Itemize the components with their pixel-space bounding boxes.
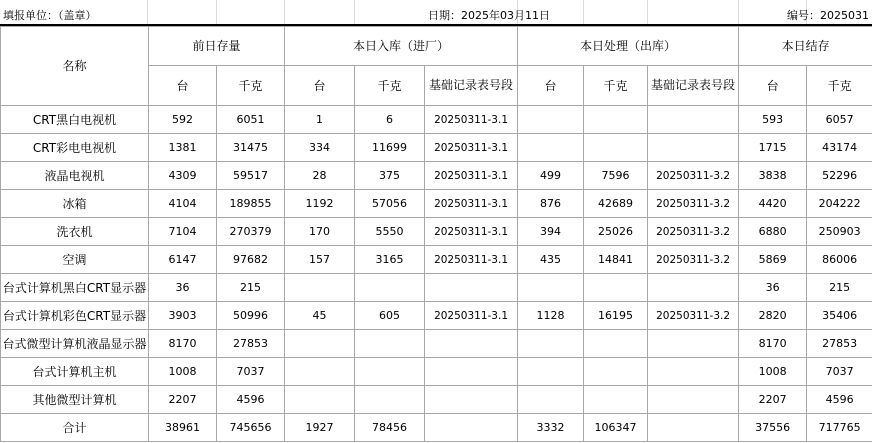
processed-kg-cell: 14841 [584, 246, 648, 274]
grid-line [216, 0, 217, 26]
processed-units-cell [518, 134, 584, 162]
column-header-kg: 千克 [217, 66, 285, 106]
inbound-units-cell: 28 [285, 162, 355, 190]
row-name-cell: 台式计算机彩色CRT显示器 [1, 302, 149, 330]
column-group-prev-stock: 前日存量 [149, 27, 285, 66]
closing-kg-cell: 27853 [807, 330, 872, 358]
inbound-record-cell: 20250311-3.1 [425, 218, 518, 246]
table-row [1, 190, 872, 218]
processed-kg-cell [584, 134, 648, 162]
grid-line [738, 0, 739, 26]
table-row [1, 386, 872, 414]
processed-record-cell [648, 134, 739, 162]
processed-record-cell [648, 358, 739, 386]
closing-kg-cell: 6057 [807, 106, 872, 134]
column-header-kg: 千克 [584, 66, 648, 106]
grid-line [147, 0, 148, 26]
inbound-kg-cell: 78456 [355, 414, 425, 442]
processed-kg-cell [584, 106, 648, 134]
closing-units-cell: 1008 [739, 358, 807, 386]
table-row [1, 358, 872, 386]
inbound-record-cell [425, 358, 518, 386]
processed-record-cell: 20250311-3.2 [648, 302, 739, 330]
prev-kg-cell: 189855 [217, 190, 285, 218]
table-row [1, 106, 872, 134]
processed-units-cell: 1128 [518, 302, 584, 330]
inbound-units-cell: 45 [285, 302, 355, 330]
grid-line [647, 0, 648, 26]
inbound-record-cell: 20250311-3.1 [425, 190, 518, 218]
inbound-record-cell [425, 274, 518, 302]
grid-line [284, 0, 285, 26]
prev-kg-cell: 27853 [217, 330, 285, 358]
column-header-kg: 千克 [355, 66, 425, 106]
inbound-units-cell: 334 [285, 134, 355, 162]
closing-units-cell: 36 [739, 274, 807, 302]
column-header-units: 台 [285, 66, 355, 106]
inbound-kg-cell: 57056 [355, 190, 425, 218]
table-row [1, 218, 872, 246]
prev-kg-cell: 31475 [217, 134, 285, 162]
processed-record-cell: 20250311-3.2 [648, 162, 739, 190]
closing-units-cell: 3838 [739, 162, 807, 190]
row-name-cell: 液晶电视机 [1, 162, 149, 190]
processed-units-cell: 435 [518, 246, 584, 274]
total-row [1, 414, 872, 442]
closing-units-cell: 6880 [739, 218, 807, 246]
prev-kg-cell: 50996 [217, 302, 285, 330]
inbound-record-cell: 20250311-3.1 [425, 134, 518, 162]
table-row [1, 246, 872, 274]
inbound-record-cell: 20250311-3.1 [425, 162, 518, 190]
closing-kg-cell: 7037 [807, 358, 872, 386]
closing-kg-cell: 250903 [807, 218, 872, 246]
column-header-record-range: 基础记录表号段 [425, 66, 518, 106]
prev-units-cell: 592 [149, 106, 217, 134]
inbound-kg-cell: 11699 [355, 134, 425, 162]
report-number: 编号：2025031 [787, 9, 869, 22]
processed-units-cell [518, 358, 584, 386]
grid-line [354, 0, 355, 26]
inbound-units-cell [285, 330, 355, 358]
table-row [1, 330, 872, 358]
inbound-units-cell: 170 [285, 218, 355, 246]
processed-kg-cell [584, 274, 648, 302]
closing-units-cell: 2207 [739, 386, 807, 414]
closing-units-cell: 4420 [739, 190, 807, 218]
prev-kg-cell: 6051 [217, 106, 285, 134]
processed-units-cell [518, 386, 584, 414]
processed-kg-cell: 25026 [584, 218, 648, 246]
report-header [0, 0, 872, 26]
column-header-units: 台 [739, 66, 807, 106]
processed-record-cell [648, 274, 739, 302]
inbound-record-cell [425, 386, 518, 414]
closing-kg-cell: 43174 [807, 134, 872, 162]
prev-units-cell: 7104 [149, 218, 217, 246]
row-name-cell: 台式计算机主机 [1, 358, 149, 386]
header-row-groups [1, 27, 872, 66]
inbound-units-cell [285, 274, 355, 302]
row-name-cell: 冰箱 [1, 190, 149, 218]
processed-units-cell: 394 [518, 218, 584, 246]
inbound-units-cell [285, 386, 355, 414]
inbound-kg-cell: 375 [355, 162, 425, 190]
prev-kg-cell: 59517 [217, 162, 285, 190]
inbound-kg-cell [355, 386, 425, 414]
closing-units-cell: 2820 [739, 302, 807, 330]
inbound-kg-cell [355, 358, 425, 386]
inbound-units-cell [285, 358, 355, 386]
column-group-processed: 本日处理（出库） [518, 27, 739, 66]
inbound-record-cell [425, 414, 518, 442]
processed-units-cell: 876 [518, 190, 584, 218]
closing-units-cell: 37556 [739, 414, 807, 442]
closing-units-cell: 5869 [739, 246, 807, 274]
table-row [1, 274, 872, 302]
column-header-name: 名称 [1, 27, 149, 106]
column-header-kg: 千克 [807, 66, 872, 106]
grid-line [583, 0, 584, 26]
table-row [1, 302, 872, 330]
processed-units-cell [518, 330, 584, 358]
inbound-record-cell: 20250311-3.1 [425, 106, 518, 134]
inbound-record-cell: 20250311-3.1 [425, 302, 518, 330]
processed-kg-cell: 42689 [584, 190, 648, 218]
processed-record-cell [648, 386, 739, 414]
inbound-units-cell: 157 [285, 246, 355, 274]
row-name-cell: 其他微型计算机 [1, 386, 149, 414]
closing-units-cell: 593 [739, 106, 807, 134]
prev-kg-cell: 215 [217, 274, 285, 302]
inbound-kg-cell: 5550 [355, 218, 425, 246]
processed-record-cell: 20250311-3.2 [648, 190, 739, 218]
closing-kg-cell: 4596 [807, 386, 872, 414]
row-name-cell: 洗衣机 [1, 218, 149, 246]
closing-kg-cell: 52296 [807, 162, 872, 190]
prev-units-cell: 1008 [149, 358, 217, 386]
prev-units-cell: 36 [149, 274, 217, 302]
prev-kg-cell: 7037 [217, 358, 285, 386]
processed-kg-cell: 7596 [584, 162, 648, 190]
processed-units-cell: 3332 [518, 414, 584, 442]
prev-kg-cell: 4596 [217, 386, 285, 414]
column-header-record-range: 基础记录表号段 [648, 66, 739, 106]
prev-units-cell: 4104 [149, 190, 217, 218]
closing-kg-cell: 35406 [807, 302, 872, 330]
processed-record-cell: 20250311-3.2 [648, 218, 739, 246]
closing-kg-cell: 717765 [807, 414, 872, 442]
row-name-cell: 台式微型计算机液晶显示器 [1, 330, 149, 358]
processed-units-cell [518, 274, 584, 302]
prev-units-cell: 8170 [149, 330, 217, 358]
closing-units-cell: 1715 [739, 134, 807, 162]
prev-units-cell: 38961 [149, 414, 217, 442]
inbound-units-cell: 1927 [285, 414, 355, 442]
row-name-cell: 空调 [1, 246, 149, 274]
closing-units-cell: 8170 [739, 330, 807, 358]
column-header-units: 台 [518, 66, 584, 106]
processed-kg-cell [584, 330, 648, 358]
processed-record-cell [648, 106, 739, 134]
inbound-units-cell: 1 [285, 106, 355, 134]
prev-units-cell: 2207 [149, 386, 217, 414]
prev-kg-cell: 270379 [217, 218, 285, 246]
inbound-kg-cell [355, 274, 425, 302]
processed-kg-cell [584, 386, 648, 414]
processed-record-cell: 20250311-3.2 [648, 246, 739, 274]
inbound-record-cell: 20250311-3.1 [425, 246, 518, 274]
report-date: 日期：2025年03月11日 [428, 9, 550, 22]
closing-kg-cell: 215 [807, 274, 872, 302]
prev-kg-cell: 745656 [217, 414, 285, 442]
processed-kg-cell [584, 358, 648, 386]
closing-kg-cell: 204222 [807, 190, 872, 218]
inbound-kg-cell: 6 [355, 106, 425, 134]
row-name-cell: 合计 [1, 414, 149, 442]
inbound-kg-cell: 3165 [355, 246, 425, 274]
column-header-units: 台 [149, 66, 217, 106]
processed-kg-cell: 16195 [584, 302, 648, 330]
prev-kg-cell: 97682 [217, 246, 285, 274]
column-group-closing-stock: 本日结存 [739, 27, 872, 66]
processed-kg-cell: 106347 [584, 414, 648, 442]
processed-units-cell: 499 [518, 162, 584, 190]
table-row [1, 134, 872, 162]
processed-record-cell [648, 330, 739, 358]
table-row [1, 162, 872, 190]
inbound-record-cell [425, 330, 518, 358]
prev-units-cell: 1381 [149, 134, 217, 162]
row-name-cell: CRT黑白电视机 [1, 106, 149, 134]
prev-units-cell: 6147 [149, 246, 217, 274]
processed-units-cell [518, 106, 584, 134]
processed-record-cell [648, 414, 739, 442]
row-name-cell: CRT彩电电视机 [1, 134, 149, 162]
inbound-units-cell: 1192 [285, 190, 355, 218]
filing-unit-label: 填报单位：（盖章） [3, 9, 97, 22]
inbound-kg-cell [355, 330, 425, 358]
inbound-kg-cell: 605 [355, 302, 425, 330]
row-name-cell: 台式计算机黑白CRT显示器 [1, 274, 149, 302]
prev-units-cell: 3903 [149, 302, 217, 330]
prev-units-cell: 4309 [149, 162, 217, 190]
closing-kg-cell: 86006 [807, 246, 872, 274]
inventory-table [0, 26, 872, 442]
column-group-inbound: 本日入库（进厂） [285, 27, 518, 66]
